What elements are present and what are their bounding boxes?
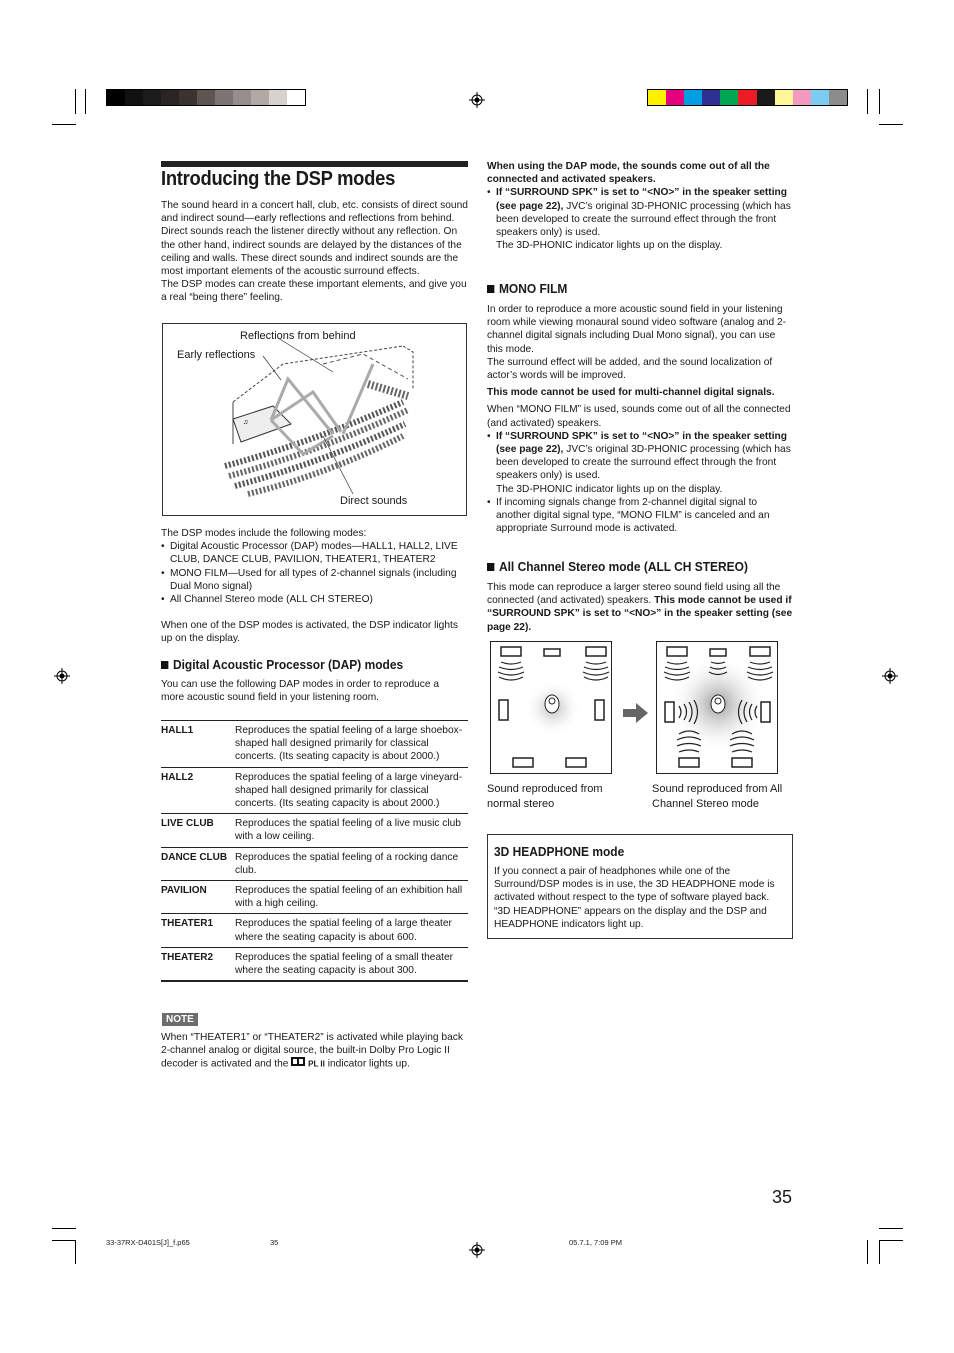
- note-text-part: When “THEATER1” or “THEATER2” is activated while playing back 2-channel analog or digital source, the built-in Dolby Pro Logic II decoder is activated and the: [161, 1032, 463, 1070]
- bullet-text: The 3D-PHONIC indicator lights up on the display.: [496, 240, 723, 252]
- headphone-box: [487, 834, 793, 939]
- color-swatch: [251, 90, 269, 105]
- allch-text: This mode can reproduce a larger stereo sound field using all the connected (and activated) speakers.: [487, 582, 781, 607]
- caption-normal-stereo: Sound reproduced from normal stereo: [487, 783, 603, 810]
- footer-file: 33-37RX-D401S[J]_f.p65: [106, 1238, 190, 1247]
- table-row: [161, 814, 468, 847]
- bullet-bold-text: If “SURROUND SPK” is set to “<NO>” in the speaker setting (see page 22),: [496, 430, 787, 456]
- bullet-text: The 3D-PHONIC indicator lights up on the display.: [496, 483, 723, 495]
- footer-date: 05.7.1, 7:09 PM: [569, 1238, 622, 1247]
- arrow-right-icon: [623, 702, 649, 724]
- intro-paragraph: The sound heard in a concert hall, club, etc. consists of direct sound and indirect sound—early reflections and reflections from behind. Direct sounds reach the listener directly without any reflection. On the other hand, indirect sounds are delayed by the distances of the ceiling and walls. These direct sounds and indirect sounds are the most important elements of the acoustic surround effects.: [161, 200, 468, 278]
- registration-mark-icon: [54, 668, 70, 684]
- allch-heading-text: All Channel Stereo mode (ALL CH STEREO): [498, 559, 748, 574]
- color-swatch: [666, 90, 684, 105]
- registration-mark-icon: [882, 668, 898, 684]
- concert-hall-illustration-icon: [163, 324, 466, 515]
- table-row: [161, 721, 468, 768]
- table-row: [161, 914, 468, 947]
- color-swatch: [738, 90, 756, 105]
- all-ch-stereo-heading: [487, 559, 748, 574]
- color-swatch: [125, 90, 143, 105]
- dolby-logo-text: PL II: [308, 1059, 325, 1069]
- square-bullet-icon: [487, 563, 494, 571]
- svg-text:♫: ♫: [243, 419, 249, 426]
- concert-hall-figure: [162, 323, 467, 516]
- mode-description: Reproduces the spatial feeling of a small theater where the seating capacity is about 300.: [235, 951, 454, 977]
- dolby-pl2-logo-icon: [291, 1057, 305, 1070]
- color-swatch: [143, 90, 161, 105]
- figure-label-early: Early reflections: [177, 349, 256, 361]
- color-swatch: [684, 90, 702, 105]
- bullet-text: JVC’s original 3D-PHONIC processing (which has been developed to create the surround effect through the front speakers only) is used.: [496, 200, 791, 239]
- mode-description: Reproduces the spatial feeling of an exhibition hall with a high ceiling.: [235, 885, 463, 910]
- color-swatch: [269, 90, 287, 105]
- dap-modes-table: [161, 720, 468, 982]
- intro-section: [161, 199, 468, 305]
- speaker-layout-allch-icon: [657, 642, 777, 773]
- bullet-text: JVC’s original 3D-PHONIC processing (which has been developed to create the surround effect through the front speakers only) is used.: [496, 444, 791, 482]
- mono-warning: This mode cannot be used for multi-channel digital signals.: [487, 387, 775, 399]
- title-rule: [161, 161, 468, 167]
- dap-continued-section: [487, 160, 793, 252]
- note-text: [161, 1031, 468, 1071]
- color-swatch: [197, 90, 215, 105]
- intro-paragraph: The DSP modes can create these important elements, and give you a real “being there” feeling.: [161, 279, 467, 304]
- color-swatch: [107, 90, 125, 105]
- mode-description: Reproduces the spatial feeling of a live music club with a low ceiling.: [235, 818, 461, 843]
- mode-description: Reproduces the spatial feeling of a large vineyard-shaped hall designed primarily for classical concerts. (Its seating capacity is about 2000.): [235, 771, 463, 810]
- mono-film-section: [487, 303, 793, 535]
- dap-lead: When using the DAP mode, the sounds come out of all the connected and activated speakers.: [487, 161, 770, 186]
- modes-list-section: [161, 527, 468, 646]
- figure-label-direct: Direct sounds: [340, 495, 408, 507]
- color-swatch: [720, 90, 738, 105]
- dap-heading-text: Digital Acoustic Processor (DAP) modes: [172, 657, 404, 672]
- mode-description: Reproduces the spatial feeling of a large theater where the seating capacity is about 600.: [235, 918, 452, 943]
- caption-all-channel: Sound reproduced from All Channel Stereo mode: [652, 783, 783, 810]
- mode-description: Reproduces the spatial feeling of a large shoebox-shaped hall designed primarily for classical concerts. (Its seating capacity is about 2000.): [235, 725, 463, 763]
- color-swatch: [811, 90, 829, 105]
- registration-mark-icon: [469, 1242, 485, 1258]
- color-calibration-bar: [647, 89, 848, 106]
- color-swatch: [287, 90, 305, 105]
- mode-name: THEATER1: [161, 918, 214, 930]
- mono-heading-text: MONO FILM: [498, 281, 568, 296]
- bullet-bold-text: If “SURROUND SPK” is set to “<NO>” in the speaker setting (see page 22),: [496, 187, 787, 212]
- table-row: [161, 881, 468, 914]
- mono-paragraph: When “MONO FILM” is used, sounds come out of all the connected (and activated) speakers.: [487, 404, 791, 429]
- mono-film-heading: [487, 281, 567, 296]
- color-swatch: [775, 90, 793, 105]
- color-swatch: [757, 90, 775, 105]
- list-item: • If incoming signals change from 2-channel digital signal to another digital signal type, “MONO FILM” is canceled and an appropriate Surround mode is activated.: [487, 496, 793, 536]
- mono-paragraph: In order to reproduce a more acoustic sound field in your listening room while viewing monaural sound video software (analog and 2-channel digital signals including Dual Mono signal), you can use this mode.: [487, 304, 786, 355]
- color-swatch: [702, 90, 720, 105]
- square-bullet-icon: [161, 661, 168, 669]
- modes-lead: The DSP modes include the following modes:: [161, 528, 367, 539]
- footer-page: 35: [270, 1238, 279, 1247]
- mode-name: HALL2: [161, 771, 194, 783]
- mono-paragraph: The surround effect will be added, and the sound localization of actor’s words will be improved.: [487, 356, 773, 382]
- headphone-text: If you connect a pair of headphones while one of the Surround/DSP modes is in use, the 3D HEADPHONE mode is activated without respect to the type of software played back. “3D HEADPHONE” appears on the display and the DSP and HEADPHONE indicators light up.: [494, 866, 775, 930]
- table-row: [161, 848, 468, 881]
- allch-bold-text: This mode cannot be used if “SURROUND SPK” is set to “<NO>” in the speaker setting (see page 22).: [487, 595, 793, 633]
- mode-description: Reproduces the spatial feeling of a rocking dance club.: [235, 851, 459, 876]
- grayscale-calibration-bar: [106, 89, 306, 106]
- dsp-indicator-text: When one of the DSP modes is activated, the DSP indicator lights up on the display.: [161, 620, 458, 645]
- table-row: [161, 948, 468, 980]
- color-swatch: [161, 90, 179, 105]
- square-bullet-icon: [487, 285, 494, 293]
- list-item: • MONO FILM—Used for all types of 2-channel signals (including Dual Mono signal): [161, 567, 468, 593]
- figure-label-behind: Reflections from behind: [240, 330, 356, 342]
- speaker-layout-normal-icon: [491, 642, 611, 773]
- color-swatch: [215, 90, 233, 105]
- color-swatch: [793, 90, 811, 105]
- all-channel-stereo-diagram: [656, 641, 778, 774]
- color-swatch: [829, 90, 847, 105]
- color-swatch: [179, 90, 197, 105]
- mode-name: THEATER2: [161, 951, 214, 963]
- normal-stereo-diagram: [490, 641, 612, 774]
- allch-paragraph: [487, 581, 793, 634]
- page-number: 35: [772, 1187, 793, 1207]
- mode-name: LIVE CLUB: [161, 818, 214, 830]
- mode-name: DANCE CLUB: [161, 851, 228, 863]
- table-row: [161, 768, 468, 815]
- headphone-heading: 3D HEADPHONE mode: [494, 844, 625, 859]
- mode-name: PAVILION: [161, 885, 207, 897]
- registration-mark-icon: [469, 92, 485, 108]
- mode-name: HALL1: [161, 725, 194, 736]
- color-swatch: [648, 90, 666, 105]
- dap-intro: You can use the following DAP modes in order to reproduce a more acoustic sound field in your listening room.: [161, 679, 440, 704]
- note-badge: NOTE: [162, 1013, 198, 1026]
- color-swatch: [233, 90, 251, 105]
- list-item: • All Channel Stereo mode (ALL CH STEREO): [161, 593, 468, 606]
- page-title: Introducing the DSP modes: [161, 168, 396, 190]
- note-text-part: indicator lights up.: [327, 1058, 410, 1070]
- list-item: • Digital Acoustic Processor (DAP) modes—HALL1, HALL2, LIVE CLUB, DANCE CLUB, PAVILION, THEATER1, THEATER2: [161, 540, 468, 566]
- dap-heading: [161, 657, 403, 672]
